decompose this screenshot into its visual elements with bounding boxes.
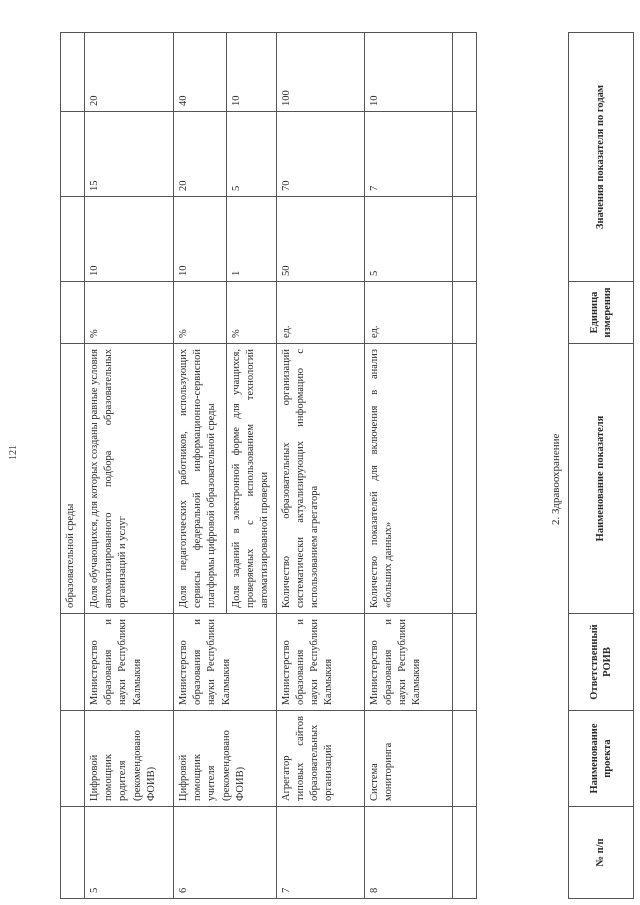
row-number: 6 [174,807,277,899]
indicators-table [60,32,477,899]
header-values: Значения показателя по годам [569,33,634,282]
responsible-roiv: Министерство образования и науки Республики Калмыкия [85,614,174,711]
project-name: Цифровой помощник родителя (рекомендовано ФОИВ) [85,711,174,807]
unit: ед. [364,282,452,344]
value-year-2: 7 [364,112,452,197]
indicator-name: Доля обучающихся, для которых созданы равные условия автоматизированного подбора образовательных организаций и услуг [85,344,174,614]
section-header-table [568,32,634,899]
value-year-2: 5 [227,112,277,197]
header-project: Наименование проекта [569,711,634,807]
section-heading: 2. Здравоохранение [550,433,562,525]
value-year-3: 10 [364,33,452,112]
value-year-3: 100 [276,33,364,112]
value-year-2: 15 [85,112,174,197]
value-year-3: 20 [85,33,174,112]
responsible-roiv: Министерство образования и науки Республики Калмыкия [364,614,452,711]
row-number: 5 [85,807,174,899]
indicator-name: Количество образовательных организаций систематически актуализирующих информацию с использованием агрегатора [276,344,364,614]
table-row [174,33,227,899]
unit: % [174,282,227,344]
table-row [364,33,452,899]
header-num: № п/п [569,807,634,899]
value-year-1: 10 [85,197,174,282]
table-row-empty [452,33,476,899]
responsible-roiv: Министерство образования и науки Республики Калмыкия [174,614,277,711]
project-name: Агрегатор типовых сайтов образовательных организаций [276,711,364,807]
project-name: Система мониторинга [364,711,452,807]
unit: % [227,282,277,344]
value-year-1: 10 [174,197,227,282]
table-row [276,33,364,899]
value-year-2: 20 [174,112,227,197]
row-number: 8 [364,807,452,899]
indicator-name: Доля заданий в электронной форме для учащихся, проверяемых с использованием технологий автоматизированной проверки [227,344,277,614]
unit: % [85,282,174,344]
header-roiv: Ответственный РОИВ [569,614,634,711]
header-indicator: Наименование показателя [569,344,634,614]
unit: ед. [276,282,364,344]
continuation-text: образовательной среды [61,344,85,614]
indicator-name: Количество показателей для включения в анализ «больших данных» [364,344,452,614]
page-number: 121 [8,445,19,460]
value-year-3: 40 [174,33,227,112]
value-year-3: 10 [227,33,277,112]
value-year-1: 5 [364,197,452,282]
value-year-2: 70 [276,112,364,197]
value-year-1: 1 [227,197,277,282]
value-year-1: 50 [276,197,364,282]
table-row-continuation [61,33,85,899]
indicator-name: Доля педагогических работников, использующих сервисы федеральной информационно-сервисной платформы цифровой образовательной среды [174,344,227,614]
row-number: 7 [276,807,364,899]
header-unit: Единица измерения [569,282,634,344]
table-row [85,33,174,899]
header-row [569,33,634,899]
project-name: Цифровой помощник учителя (рекомендовано ФОИВ) [174,711,277,807]
responsible-roiv: Министерство образования и науки Республики Калмыкия [276,614,364,711]
